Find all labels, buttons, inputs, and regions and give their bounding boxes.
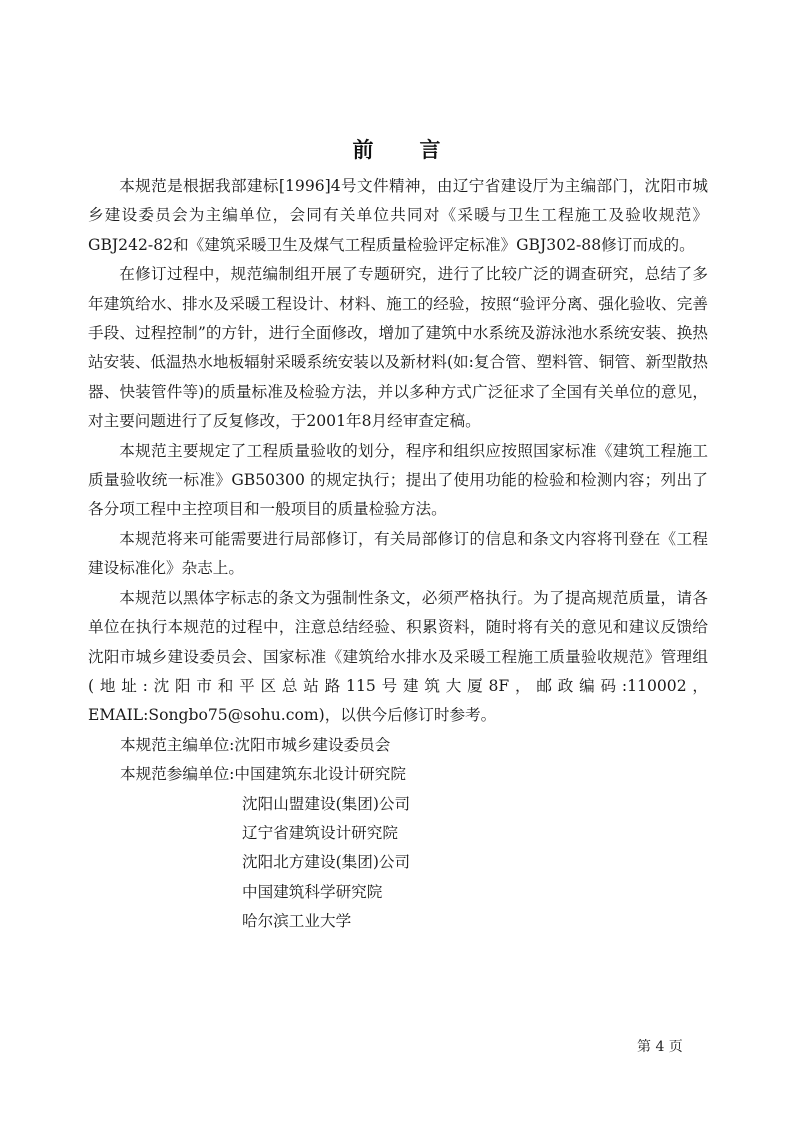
paragraph-revision-process: 在修订过程中，规范编制组开展了专题研究，进行了比较广泛的调查研究，总结了多年建筑给水、排水及采暖工程设计、材料、施工的经验，按照“验评分离、强化验收、完善手段、过程控制”的方针，进行全面修改，增加了建筑中水系统及游泳池水系统安装、换热站安装、低温热水地板辐射采暖系统安装以及新材料(如:复合管、塑料管、铜管、新型散热器、快装管件等)的质量标准及检验方法，并以多种方式广泛征求了全国有关单位的意见，对主要问题进行了反复修改，于2001年8月经审查定稿。 — [88, 265, 708, 431]
participant-name: 中国建筑科学研究院 — [242, 882, 383, 901]
paragraph-mandatory-clauses: 本规范以黑体字标志的条文为强制性条文，必须严格执行。为了提高规范质量，请各单位在执行本规范的过程中，注意总结经验、积累资料，随时将有关的意见和建议反馈给沈阳市城乡建设委员会、国家标准《建筑给水排水及采暖工程施工质量验收规范》管理组(地址:沈阳市和平区总站路115号建筑大厦8F，邮政编码:110002，EMAIL:Songbo75@sohu.com)，以供今后修订时参考。 — [88, 588, 708, 725]
chief-editor-label: 本规范主编单位: — [120, 735, 235, 754]
chief-editor-name: 沈阳市城乡建设委员会 — [234, 735, 391, 754]
page-title — [0, 134, 793, 164]
participant-name: 辽宁省建筑设计研究院 — [242, 823, 398, 842]
paragraph-future-revisions: 本规范将来可能需要进行局部修订，有关局部修订的信息和条文内容将刊登在《工程建设标准化》杂志上。 — [88, 529, 708, 578]
participant-name: 沈阳北方建设(集团)公司 — [242, 853, 411, 872]
participant-line — [88, 819, 708, 848]
participant-line — [88, 848, 708, 877]
paragraph-scope: 本规范主要规定了工程质量验收的划分，程序和组织应按照国家标准《建筑工程施工质量验收统一标准》GB50300 的规定执行；提出了使用功能的检验和检测内容；列出了各分项工程中主控项目和一般项目的质量检验方法。 — [88, 441, 708, 519]
participant-line — [88, 760, 708, 789]
participant-line — [88, 790, 708, 819]
paragraph-origin: 本规范是根据我部建标[1996]4号文件精神，由辽宁省建设厅为主编部门，沈阳市城乡建设委员会为主编单位，会同有关单位共同对《采暖与卫生工程施工及验收规范》GBJ242-82和《建筑采暖卫生及煤气工程质量检验评定标准》GBJ302-88修订而成的。 — [88, 177, 708, 254]
participants-label: 本规范参编单位: — [120, 765, 235, 784]
participant-name: 中国建筑东北设计研究院 — [234, 765, 406, 784]
participant-name: 沈阳山盟建设(集团)公司 — [242, 794, 411, 813]
participant-name: 哈尔滨工业大学 — [242, 912, 352, 931]
document-body — [88, 172, 708, 937]
participant-line — [88, 878, 708, 907]
participant-line — [88, 907, 708, 936]
page-number: 第 4 页 — [637, 1039, 683, 1055]
chief-editor-line — [88, 731, 708, 760]
title-char-2: 言 — [419, 138, 441, 162]
title-char-1: 前 — [352, 138, 374, 162]
